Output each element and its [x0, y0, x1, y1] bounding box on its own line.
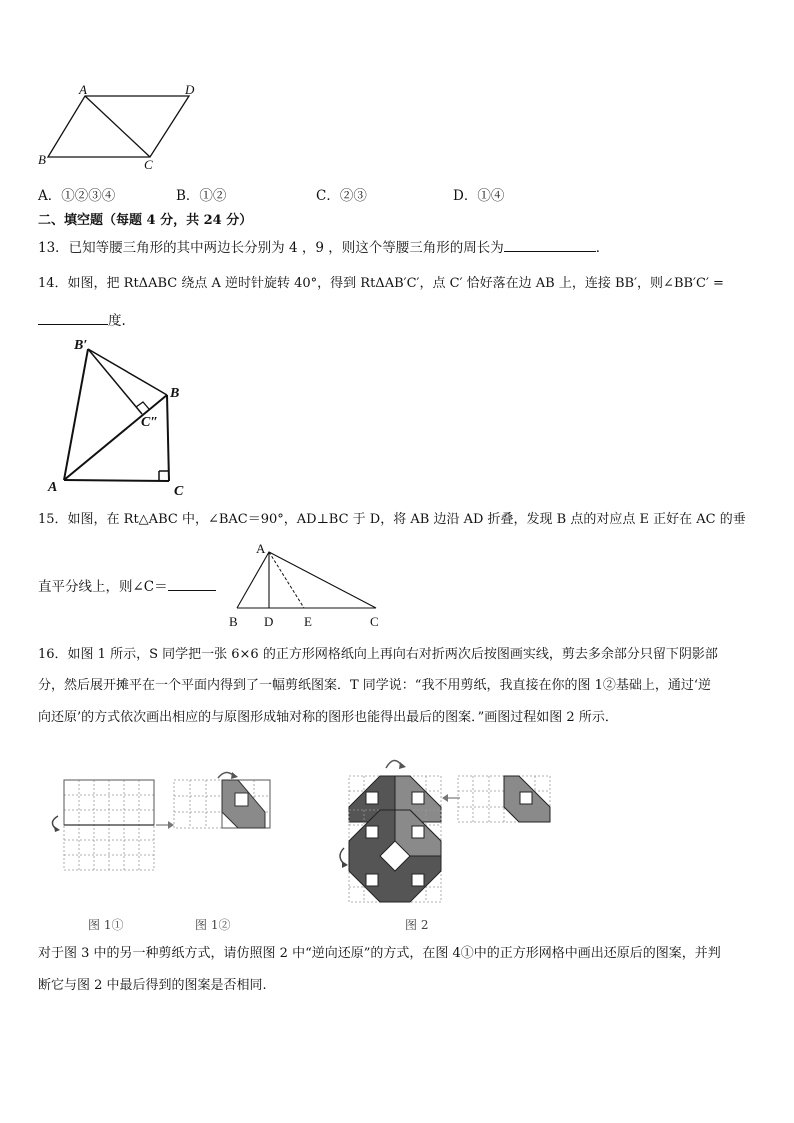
- label-A: A: [256, 541, 266, 556]
- label-D: D: [185, 82, 195, 97]
- answer-blank-14[interactable]: [38, 310, 108, 325]
- question-14-line2: [38, 310, 126, 331]
- label-C: C: [174, 484, 184, 499]
- question-16-line5: 断它与图 2 中最后得到的图案是否相同.: [38, 978, 267, 993]
- figure-1-1-grid: [40, 776, 175, 876]
- question-16-line3: 向还原’的方式依次画出相应的与原图形成轴对称的图形也能得出最后的图案．”画图过程如图 2 所示．: [38, 710, 618, 725]
- question-16-line2: 分，然后展开摊平在一个平面内得到了一幅剪纸图案．T 同学说：“我不用剪纸，我直接在你的图 1②基础上，通过‘逆: [38, 678, 711, 693]
- question-13: [38, 237, 609, 258]
- caption-fig1-1: 图 1①: [88, 918, 124, 932]
- question-16-line4: 对于图 3 中的另一种剪纸方式，请仿照图 2 中“逆向还原”的方式，在图 4①中的正方形网格中画出还原后的图案，并判: [38, 946, 721, 961]
- fold-triangle-figure: [222, 540, 392, 632]
- option-d: D．①④: [453, 188, 505, 204]
- section-heading: 二、填空题（每题 4 分，共 24 分）: [38, 213, 253, 228]
- option-b: B．①②: [176, 188, 227, 204]
- question-13-end: ．: [595, 240, 610, 256]
- rotation-triangle-figure: [36, 330, 206, 505]
- option-c: C．②③: [316, 188, 367, 204]
- figure-1-2-grid: [172, 768, 272, 838]
- label-E: E: [304, 614, 312, 629]
- answer-blank-15[interactable]: [168, 576, 216, 591]
- answer-blank-13[interactable]: [504, 237, 596, 252]
- label-A: A: [79, 82, 87, 97]
- question-14-line1: 14．如图，把 RtΔABC 绕点 A 逆时针旋转 40°，得到 RtΔAB′C′，点 C′ 恰好落在边 AB 上，连接 BB′，则∠BB′C′ =: [38, 276, 724, 291]
- question-15-line2: [38, 576, 216, 597]
- question-14-end: 度.: [108, 313, 126, 329]
- parallelogram-figure: [30, 80, 220, 172]
- caption-fig1-2: 图 1②: [195, 918, 231, 932]
- caption-fig2: 图 2: [405, 918, 429, 932]
- label-B: B: [38, 152, 46, 167]
- label-C: C: [370, 614, 379, 629]
- label-A: A: [48, 480, 58, 495]
- question-15-line2-text: 直平分线上，则∠C＝: [38, 579, 168, 595]
- label-B: B: [170, 386, 180, 401]
- question-13-text: 13．已知等腰三角形的其中两边长分别为 4 ，9 ，则这个等腰三角形的周长为: [38, 240, 504, 256]
- label-C-prime: C″: [141, 415, 159, 430]
- label-B-prime: B′: [74, 338, 88, 353]
- label-C: C: [144, 157, 153, 172]
- figure-2-full-pattern: [334, 806, 454, 906]
- question-16-line1: 16．如图 1 所示，S 同学把一张 6×6 的正方形网格纸向上再向右对折两次后按图画实线，剪去多余部分只留下阴影部: [38, 647, 718, 662]
- question-15-line1: 15．如图，在 Rt△ABC 中，∠BAC＝90°，AD⊥BC 于 D，将 AB 边沿 AD 折叠，发现 B 点的对应点 E 正好在 AC 的垂: [38, 512, 746, 527]
- label-D: D: [264, 614, 274, 629]
- label-B: B: [229, 614, 238, 629]
- option-a: A．①②③④: [38, 188, 116, 204]
